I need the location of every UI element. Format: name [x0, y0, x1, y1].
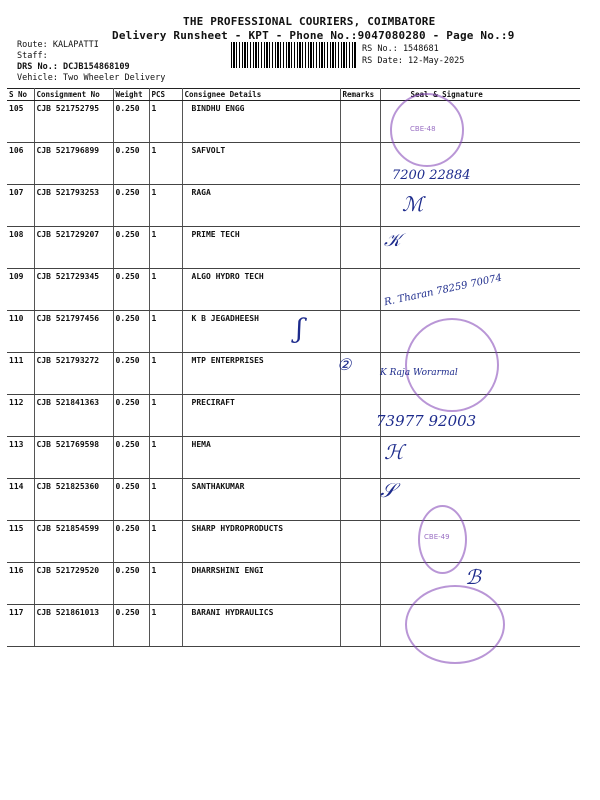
cell-sno: 116: [7, 563, 34, 605]
cell-consignee: DHARRSHINI ENGI: [182, 563, 340, 605]
rs-number: RS No.: 1548681: [362, 44, 439, 54]
cell-sno: 109: [7, 269, 34, 311]
vehicle-label: Vehicle: Two Wheeler Delivery: [17, 73, 166, 83]
cell-pcs: 1: [149, 227, 182, 269]
signature-106: 7200 22884: [392, 168, 471, 183]
cell-sno: 115: [7, 521, 34, 563]
signature-107: ℳ: [402, 192, 424, 216]
cell-consignment: CJB 521729520: [34, 563, 113, 605]
company-stamp-117: [405, 585, 505, 664]
stamp-text-115: CBE-49: [424, 533, 450, 541]
cell-sno: 113: [7, 437, 34, 479]
route-label: Route: KALAPATTI: [17, 40, 99, 50]
cell-sno: 108: [7, 227, 34, 269]
table-row: [7, 101, 580, 143]
col-remarks: Remarks: [340, 89, 380, 101]
mark-110: ʃ: [296, 314, 304, 344]
table-header: [7, 89, 580, 101]
cell-consignment: CJB 521793272: [34, 353, 113, 395]
cell-sno: 107: [7, 185, 34, 227]
cell-consignee: PRIME TECH: [182, 227, 340, 269]
cell-consignment: CJB 521752795: [34, 101, 113, 143]
cell-consignment: CJB 521841363: [34, 395, 113, 437]
cell-weight: 0.250: [113, 605, 149, 647]
cell-sno: 117: [7, 605, 34, 647]
cell-pcs: 1: [149, 563, 182, 605]
cell-weight: 0.250: [113, 227, 149, 269]
cell-sno: 111: [7, 353, 34, 395]
cell-pcs: 1: [149, 311, 182, 353]
cell-consignee: HEMA: [182, 437, 340, 479]
cell-consignment: CJB 521793253: [34, 185, 113, 227]
cell-consignment: CJB 521769598: [34, 437, 113, 479]
cell-pcs: 1: [149, 437, 182, 479]
col-weight: Weight: [113, 89, 149, 101]
cell-sno: 110: [7, 311, 34, 353]
cell-pcs: 1: [149, 353, 182, 395]
cell-sno: 112: [7, 395, 34, 437]
cell-weight: 0.250: [113, 185, 149, 227]
company-title: THE PROFESSIONAL COURIERS, COIMBATORE: [183, 15, 436, 28]
table-row: [7, 437, 580, 479]
rs-date: RS Date: 12-May-2025: [362, 56, 465, 66]
runsheet-line: Delivery Runsheet - KPT - Phone No.:9047080280 - Page No.:9: [112, 29, 515, 42]
cell-consignment: CJB 521854599: [34, 521, 113, 563]
table-row: [7, 479, 580, 521]
cell-weight: 0.250: [113, 101, 149, 143]
table-row: [7, 143, 580, 185]
cell-pcs: 1: [149, 521, 182, 563]
table-row: [7, 563, 580, 605]
cell-pcs: 1: [149, 605, 182, 647]
cell-consignee: PRECIRAFT: [182, 395, 340, 437]
cell-weight: 0.250: [113, 479, 149, 521]
cell-pcs: 1: [149, 143, 182, 185]
signature-114: 𝒮: [380, 478, 396, 502]
table-row: [7, 521, 580, 563]
col-seal: Seal & Signature: [380, 89, 580, 101]
col-pcs: PCS: [149, 89, 182, 101]
cell-consignee: K B JEGADHEESH: [182, 311, 340, 353]
cell-weight: 0.250: [113, 437, 149, 479]
cell-weight: 0.250: [113, 143, 149, 185]
cell-weight: 0.250: [113, 563, 149, 605]
col-consignment: Consignment No: [34, 89, 113, 101]
cell-sno: 106: [7, 143, 34, 185]
cell-consignment: CJB 521825360: [34, 479, 113, 521]
signature-111: K Raja Worarmal: [380, 368, 458, 378]
col-consignee: Consignee Details: [182, 89, 340, 101]
cell-pcs: 1: [149, 101, 182, 143]
table-row: [7, 227, 580, 269]
cell-pcs: 1: [149, 395, 182, 437]
cell-consignee: SANTHAKUMAR: [182, 479, 340, 521]
drs-number: DRS No.: DCJB154868109: [17, 62, 130, 72]
cell-consignment: CJB 521796899: [34, 143, 113, 185]
cell-weight: 0.250: [113, 269, 149, 311]
signature-116: ℬ: [465, 565, 481, 589]
barcode: [231, 42, 356, 68]
cell-pcs: 1: [149, 269, 182, 311]
stamp-text-105: CBE-48: [410, 125, 436, 133]
cell-consignment: CJB 521729345: [34, 269, 113, 311]
cell-consignee: MTP ENTERPRISES: [182, 353, 340, 395]
cell-weight: 0.250: [113, 353, 149, 395]
cell-consignment: CJB 521861013: [34, 605, 113, 647]
signature-112: 73977 92003: [376, 412, 477, 430]
cell-sno: 105: [7, 101, 34, 143]
signature-113: ℋ: [384, 440, 404, 464]
table-row: [7, 185, 580, 227]
signature-109: R. Tharan 78259 70074: [383, 272, 503, 309]
cell-consignee: BINDHU ENGG: [182, 101, 340, 143]
signature-108: 𝒦: [384, 230, 401, 251]
cell-consignment: CJB 521797456: [34, 311, 113, 353]
cell-consignee: RAGA: [182, 185, 340, 227]
cell-weight: 0.250: [113, 311, 149, 353]
cell-pcs: 1: [149, 479, 182, 521]
staff-label: Staff:: [17, 51, 48, 61]
cell-sno: 114: [7, 479, 34, 521]
col-sno: S No: [7, 89, 34, 101]
cell-consignment: CJB 521729207: [34, 227, 113, 269]
cell-consignee: SHARP HYDROPRODUCTS: [182, 521, 340, 563]
cell-weight: 0.250: [113, 395, 149, 437]
company-stamp-111: [405, 318, 499, 412]
remark-111: ②: [337, 355, 352, 374]
cell-weight: 0.250: [113, 521, 149, 563]
table-row: [7, 395, 580, 437]
cell-consignee: SAFVOLT: [182, 143, 340, 185]
cell-consignee: BARANI HYDRAULICS: [182, 605, 340, 647]
cell-consignee: ALGO HYDRO TECH: [182, 269, 340, 311]
cell-pcs: 1: [149, 185, 182, 227]
